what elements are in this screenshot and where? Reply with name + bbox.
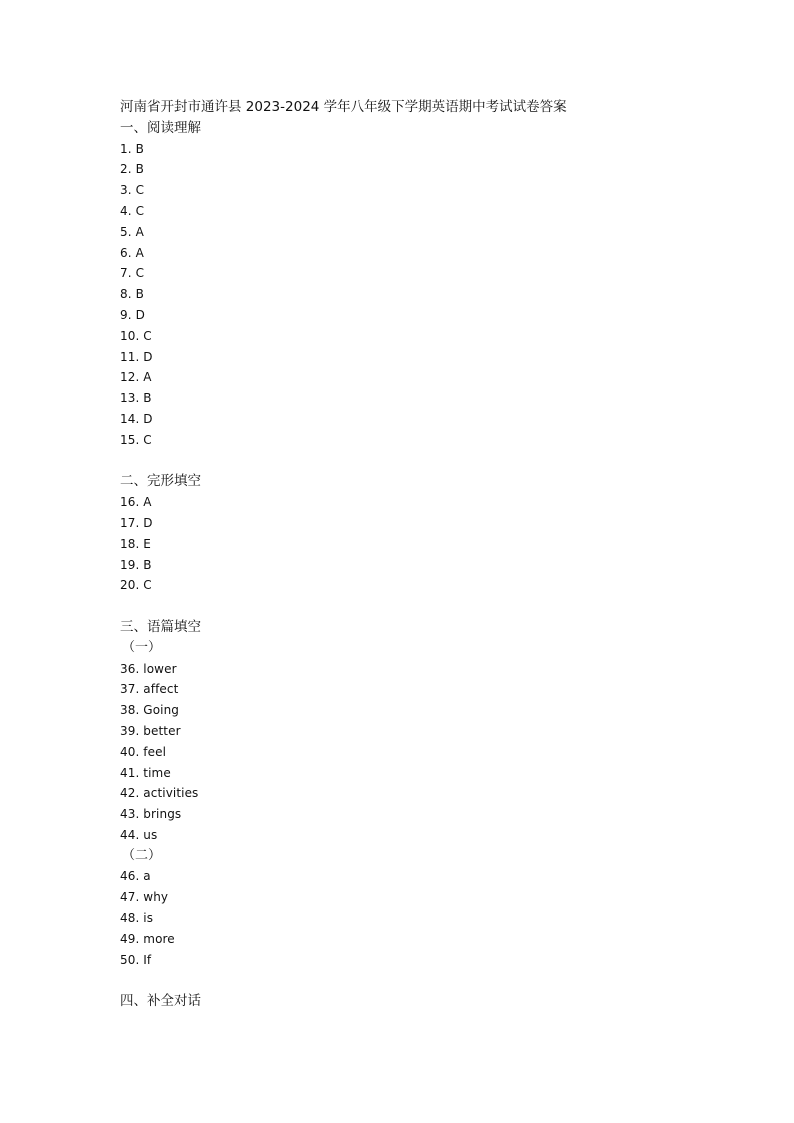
answer-item: 3. C <box>120 183 145 198</box>
answer-item: 4. C <box>120 203 145 218</box>
answer-item: 48. is <box>120 911 154 926</box>
answer-item: 1. B <box>120 141 144 156</box>
answer-item: 20. C <box>120 578 152 593</box>
answer-item: 14. D <box>120 411 153 426</box>
section-heading-cloze: 二、完形填空 <box>120 473 201 490</box>
answer-item: 8. B <box>120 287 144 302</box>
answer-item: 41. time <box>120 765 171 780</box>
answer-item: 9. D <box>120 307 145 322</box>
answer-item: 2. B <box>120 162 144 177</box>
answer-item: 11. D <box>120 349 153 364</box>
answer-item: 50. If <box>120 952 152 967</box>
answer-sheet <box>120 97 680 1012</box>
subsection-label-part1: （一） <box>122 639 162 655</box>
spacer <box>120 596 680 617</box>
answer-item: 38. Going <box>120 703 179 718</box>
answer-item: 16. A <box>120 495 152 510</box>
answer-item: 7. C <box>120 266 145 281</box>
subsection-label-part2: （二） <box>122 847 162 863</box>
answer-item: 37. affect <box>120 682 179 697</box>
answer-item: 36. lower <box>120 661 177 676</box>
section-heading-passage-fill: 三、语篇填空 <box>120 618 201 635</box>
answer-item: 13. B <box>120 391 152 406</box>
spacer <box>120 451 680 472</box>
answer-item: 12. A <box>120 370 152 385</box>
answer-item: 43. brings <box>120 807 182 822</box>
answer-item: 17. D <box>120 515 153 530</box>
answer-item: 19. B <box>120 557 152 572</box>
document-title: 河南省开封市通许县 2023-2024 学年八年级下学期英语期中考试试卷答案 <box>120 99 567 115</box>
answer-item: 5. A <box>120 224 144 239</box>
answer-item: 39. better <box>120 723 181 738</box>
answer-item: 10. C <box>120 328 152 343</box>
spacer <box>120 970 680 991</box>
answer-item: 15. C <box>120 432 152 447</box>
answer-item: 18. E <box>120 536 151 551</box>
answer-item: 42. activities <box>120 786 199 801</box>
answer-item: 6. A <box>120 245 144 260</box>
section-heading-reading: 一、阅读理解 <box>120 119 201 136</box>
answer-item: 44. us <box>120 827 158 842</box>
answer-item: 46. a <box>120 869 151 884</box>
answer-item: 40. feel <box>120 744 167 759</box>
answer-item: 47. why <box>120 890 169 905</box>
section-heading-dialogue: 四、补全对话 <box>120 993 201 1010</box>
answer-item: 49. more <box>120 931 175 946</box>
